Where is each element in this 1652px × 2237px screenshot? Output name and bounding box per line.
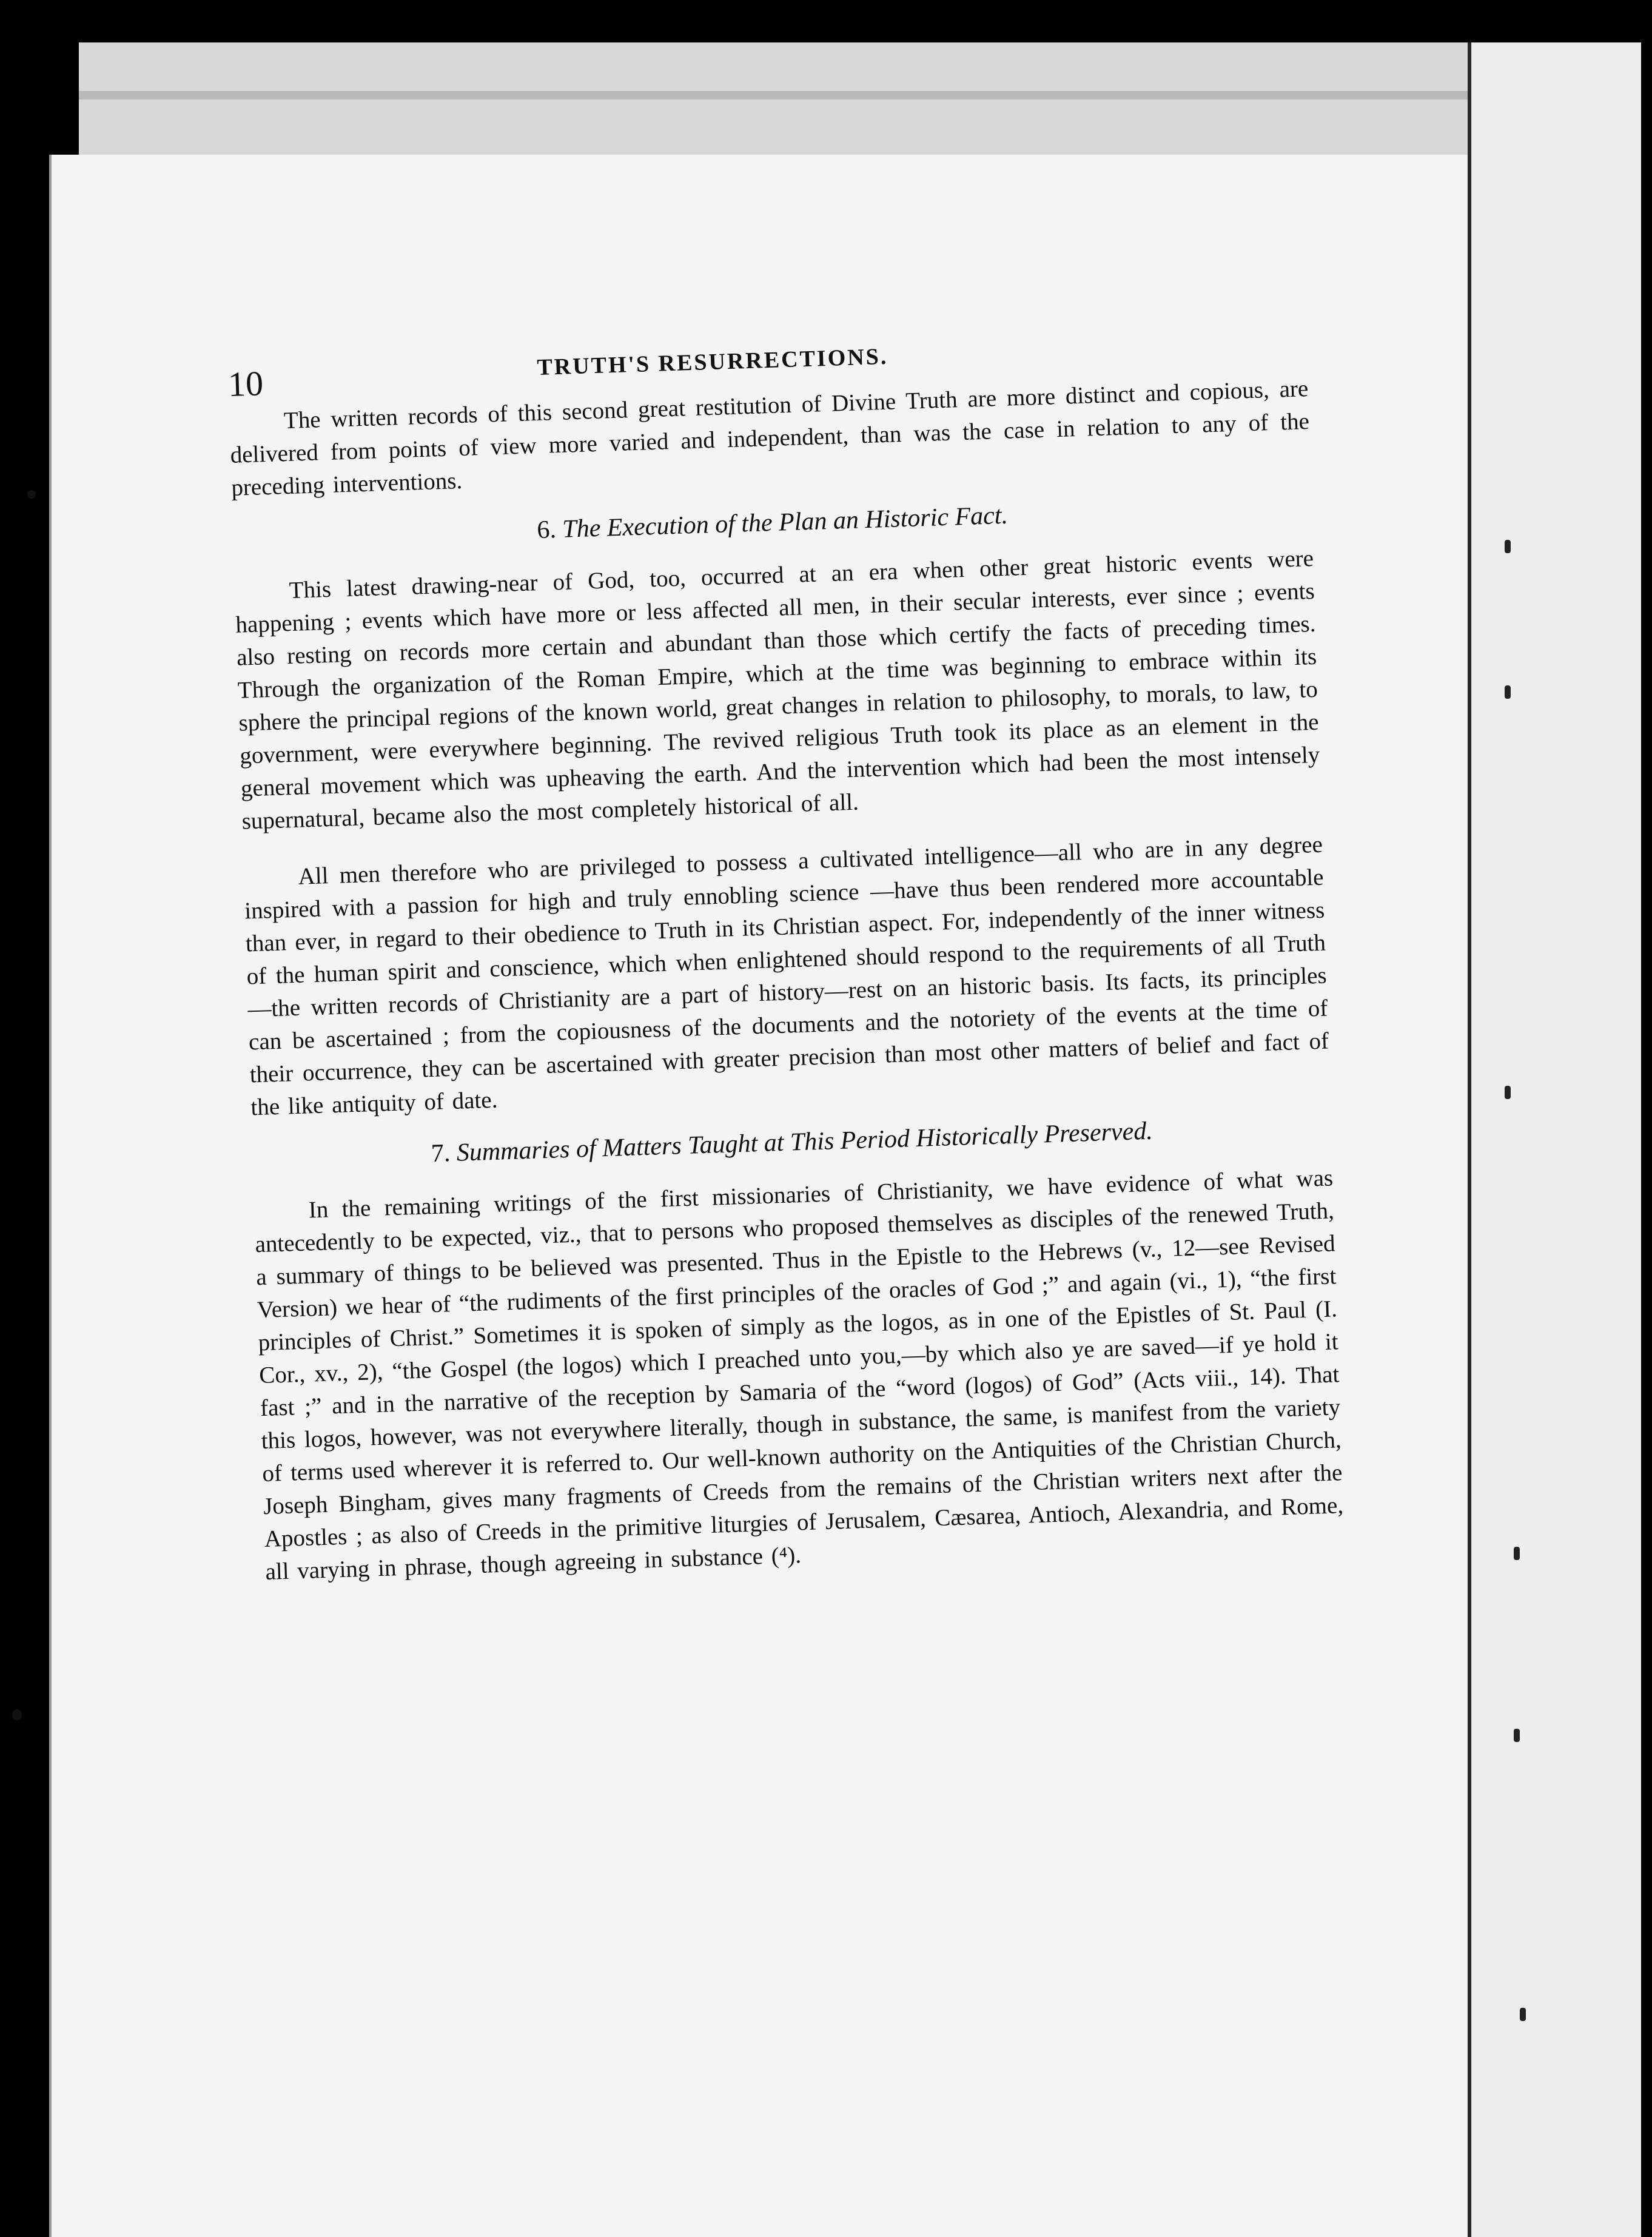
section-title: The Execution of the Plan an Historic Fact. (562, 501, 1009, 543)
book-page (52, 155, 1468, 2237)
section-number: 7. (431, 1139, 451, 1168)
page-edge (79, 91, 1522, 99)
page-content (227, 330, 1345, 1589)
section-heading-6 (232, 491, 1312, 554)
section-number: 6. (536, 516, 557, 545)
scan-speck (1520, 2008, 1526, 2021)
scan-speck (12, 1709, 22, 1720)
paragraph-3: All men therefore who are privileged to possess a cultivated intelligence—all who are in any degree inspired with a passion for high and truly ennobling science —have thus been rendered more accountable than ever, in regard to their obedience to Truth in its Christian aspect. For, independently of the inner witness of the human spirit and conscience, which when enlightened should respond to the requirements of all Truth—the written records of Christianity are a part of history—rest on an historic basis. Its facts, its principles can be ascertained ; from the copiousness of the documents and the notoriety of the events at the time of their occurrence, they can be ascertained with greater precision than most other matters of belief and fact of the like antiquity of date. (244, 831, 1329, 1121)
paragraph-4: In the remaining writings of the first missionaries of Christianity, we have evidence of what was antecedently to be expected, viz., that to persons who proposed themselves as disciples of the renewed Truth, a summary of things to be believed was presented. Thus in the Epistle to the Hebrews (v., 12—see Revised Version) we hear of “the rudiments of the first principles of the oracles of God ;” and again (vi., 1), “the first principles of Christ.” Sometimes it is spoken of simply as the logos, as in one of the Epistles of St. Paul (I. Cor., xv., 2), “the Gospel (the logos) which I preached unto you,—by which also ye are saved—if ye hold it fast ;” and in the narrative of the reception by Samaria of the “word (logos) of God” (Acts viii., 14). That this logos, however, was not everywhere literally, though in substance, the same, is manifest from the variety of terms used wherever it is referred to. Our well-known authority on the Antiquities of the Christian Church, Joseph Bingham, gives many fragments of Creeds from the remains of the Christian writers next after the Apostles ; as also of Creeds in the primitive liturgies of Jerusalem, Cæsarea, Antioch, Alexandria, and Rome, all varying in phrase, though agreeing in substance (⁴). (254, 1165, 1344, 1586)
facing-page (1468, 42, 1641, 2237)
running-title: TRUTH'S RESURRECTIONS. (536, 343, 888, 380)
page-number: 10 (227, 363, 264, 404)
paragraph-2: This latest drawing-near of God, too, occurred at an era when other great historic events were happening ; events which have more or less affected all men, in their secular interests, ever since ; events also resting on records more certain and abundant than those which certify the facts of preceding times. Through the organization of the Roman Empire, which at the time was beginning to embrace within its sphere the principal regions of the known world, great changes in relation to philosophy, to morals, to law, to government, were everywhere beginning. The revived religious Truth took its place as an element in the general movement which was upheaving the earth. And the intervention which had been the most intensely supernatural, became also the most completely historical of all. (235, 545, 1320, 835)
paragraph-1: The written records of this second great restitution of Divine Truth are more distinct and copious, are delivered from points of view more varied and independent, than was the case in relation to any of the preceding interventions. (230, 375, 1310, 501)
scan-speck (1514, 1729, 1520, 1742)
section-title: Summaries of Matters Taught at This Period Historically Preserved. (456, 1117, 1153, 1167)
section-heading-7 (252, 1111, 1332, 1174)
scan-speck (1505, 685, 1511, 699)
scan-speck (1505, 1086, 1511, 1099)
scan-speck (1505, 540, 1511, 553)
scan-speck (1514, 1547, 1520, 1560)
scan-speck (27, 490, 36, 499)
